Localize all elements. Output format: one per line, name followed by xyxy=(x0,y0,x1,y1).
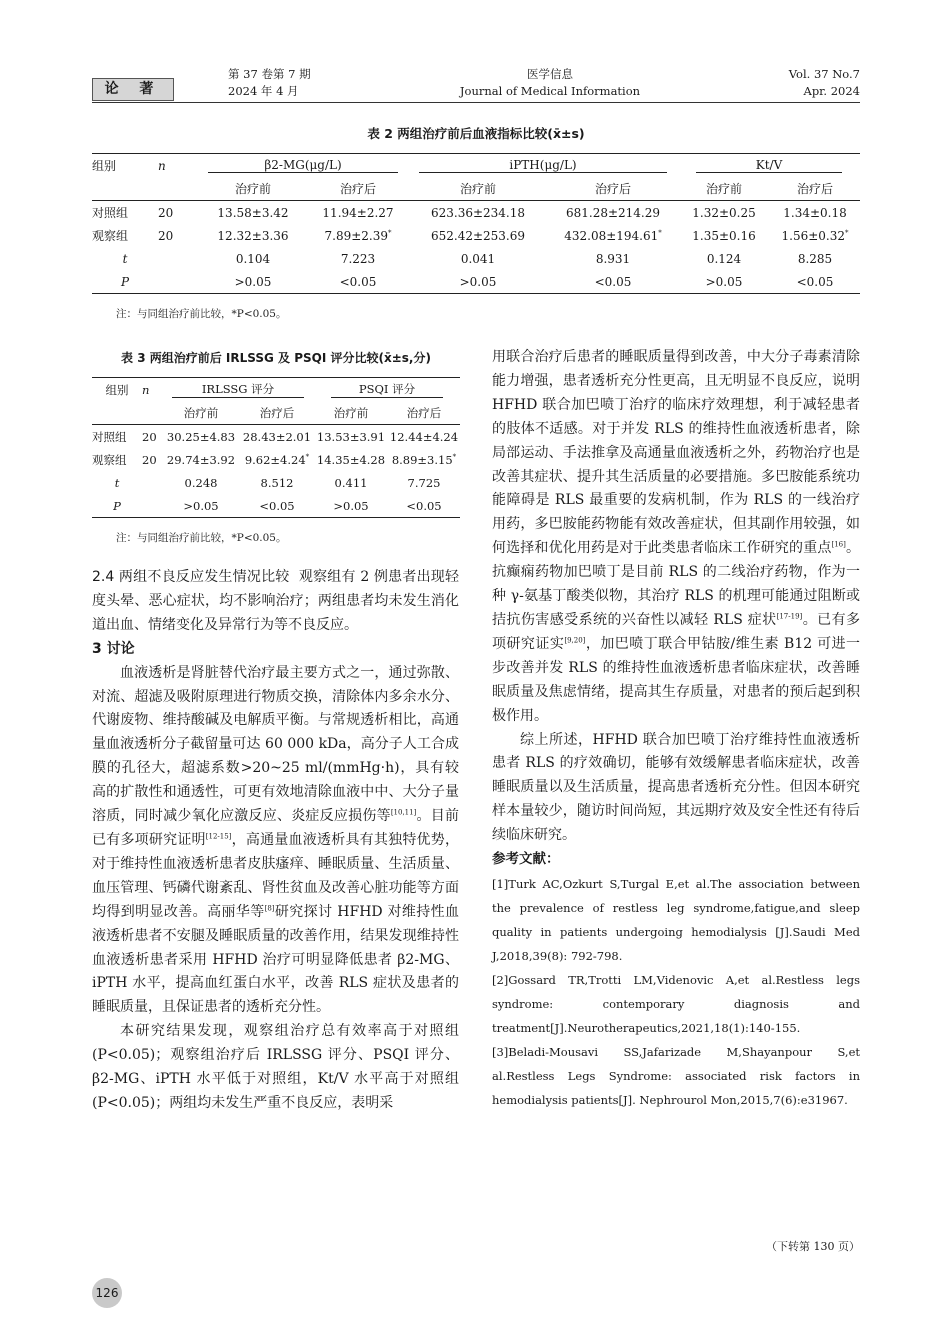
table-cell: P xyxy=(120,274,130,289)
table-cell: 13.53±3.91 xyxy=(316,429,386,444)
table-cell: 12.44±4.24 xyxy=(389,429,459,444)
paragraph-text: 。已有多项研究证实 xyxy=(492,611,861,652)
table-cell xyxy=(158,247,198,270)
table-cell xyxy=(548,224,678,247)
table-cell: 7.725 xyxy=(407,475,441,490)
significance-mark: * xyxy=(452,452,457,461)
table-cell: P xyxy=(113,498,121,513)
header-rule xyxy=(92,102,860,103)
table3-group-irlssg: IRLSSG 评分 xyxy=(172,381,304,398)
citation: [17-19] xyxy=(776,612,803,621)
paragraph-text: 。抗癫痫药物加巴喷丁是目前 RLS 的二线治疗药物，作为一种 γ-氨基丁酸类似物，其治疗 RLS 的机理可能通过阻断或拮抗伤害感受系统的兴奋性以减轻 RLS 症状 xyxy=(492,540,861,628)
table-cell: 12.32±3.36 xyxy=(217,228,289,243)
journal-name-cn: 医学信息 xyxy=(527,67,573,81)
table-row xyxy=(92,448,460,471)
table-cell xyxy=(158,270,198,294)
table3-col-n: n xyxy=(142,382,150,397)
table3-group-psqi: PSQI 评分 xyxy=(331,381,443,398)
paragraph-text: 。目前已有多项研究证明 xyxy=(92,808,460,848)
cell-value: 432.08±194.61 xyxy=(564,228,659,243)
table-cell: <0.05 xyxy=(594,274,632,289)
table2-sub: 治疗后 xyxy=(594,182,631,196)
references-heading: 参考文献： xyxy=(492,851,560,868)
table-cell: 0.248 xyxy=(184,475,218,490)
date-en: Apr. 2024 xyxy=(803,84,860,98)
table-cell: 13.58±3.42 xyxy=(217,205,289,220)
table2-sub: 治疗前 xyxy=(234,182,271,196)
section-badge: 论 著 xyxy=(92,78,174,101)
table-cell: 11.94±2.27 xyxy=(322,205,394,220)
section-2-4 xyxy=(92,566,459,638)
paragraph-text: 血液透析是肾脏替代治疗最主要方式之一，通过弥散、对流、超滤及吸附原理进行物质交换，清除体内多余水分、代谢废物、维持酸碱及电解质平衡。与常规透析相比，高通量血液透析分子截留量可达 60 000 kDa，高分子人工合成膜的孔径大，超滤系数>20~25 ml/(mmHg·h)，具有较高的扩散性和通透性，可更有效地清除血液中中、大分子量溶质，同时减少氧化应激反应、炎症反应损伤等 xyxy=(92,664,459,825)
table-row xyxy=(92,201,860,225)
table-cell: >0.05 xyxy=(234,274,272,289)
table-cell: <0.05 xyxy=(259,498,295,513)
table-cell: 30.25±4.83 xyxy=(166,429,236,444)
table-row xyxy=(92,425,460,449)
table-cell xyxy=(240,448,314,471)
volume-cn: 第 37 卷第 7 期 xyxy=(228,67,311,81)
table2-sub: 治疗后 xyxy=(339,182,376,196)
table2-sub: 治疗后 xyxy=(796,182,833,196)
reference-item: [2]Gossard TR,Trotti LM,Videnovic A,et al.Restless legs syndrome: contemporary diagnosis and treatment[J].Neurotherapeutics,2021,18(1):140-155. xyxy=(492,972,860,1035)
paragraph: 综上所述，HFHD 联合加巴喷丁治疗维持性血液透析患者 RLS 的疗效确切，能够有效缓解患者临床症状，改善睡眠质量以及生活质量，提高患者透析充分性。但因本研究样本量较少，随访时间尚短，其远期疗效及安全性还有待后续临床研究。 xyxy=(492,731,860,844)
table-cell: 8.285 xyxy=(797,251,833,266)
table3-note: 注：与同组治疗前比较，*P<0.05。 xyxy=(116,532,287,544)
table-cell: 623.36±234.18 xyxy=(430,205,526,220)
continued-note: （下转第 130 页） xyxy=(766,1240,860,1253)
table-row xyxy=(92,247,860,270)
table-cell: 7.223 xyxy=(340,251,376,266)
table-cell: 20 xyxy=(158,228,174,243)
table-cell: 观察组 xyxy=(92,452,127,467)
header-center xyxy=(420,66,680,100)
table-cell: 1.34±0.18 xyxy=(783,205,847,220)
citation: [12-15] xyxy=(205,832,232,841)
table2-sub: 治疗前 xyxy=(459,182,496,196)
table2-title: 表 2 两组治疗前后血液指标比较(x̄±s) xyxy=(367,126,585,141)
page-number: 126 xyxy=(92,1278,122,1308)
table-cell: <0.05 xyxy=(339,274,377,289)
date-cn: 2024 年 4 月 xyxy=(228,84,299,98)
table3-title: 表 3 两组治疗前后 IRLSSG 及 PSQI 评分比较(x̄±s,分) xyxy=(121,351,431,365)
table2-sub: 治疗前 xyxy=(705,182,742,196)
citation: [8] xyxy=(264,904,275,913)
table-cell: t xyxy=(122,251,128,266)
citation: [16] xyxy=(831,540,846,549)
significance-mark: * xyxy=(845,228,849,237)
table-cell: 8.512 xyxy=(260,475,294,490)
paragraph-text: 观察组有 2 例患者出现轻度头晕、恶心症状，均不影响治疗；两组患者均未发生消化道出血、情绪变化及异常行为等不良反应。 xyxy=(92,569,460,633)
table3-sub: 治疗前 xyxy=(333,405,369,420)
table2-note: 注：与同组治疗前比较，*P<0.05。 xyxy=(116,308,287,320)
table3-header-row xyxy=(92,378,460,402)
table-cell: t xyxy=(114,475,120,490)
table-cell: <0.05 xyxy=(796,274,834,289)
journal-name-en: Journal of Medical Information xyxy=(459,84,641,98)
significance-mark: * xyxy=(388,228,392,237)
table3-sub: 治疗后 xyxy=(406,405,442,420)
table-cell: 0.104 xyxy=(235,251,271,266)
table-row xyxy=(92,224,860,247)
table-cell: >0.05 xyxy=(183,498,219,513)
table2-group-ipth: iPTH(μg/L) xyxy=(419,158,666,173)
table-cell: >0.05 xyxy=(333,498,369,513)
table-cell: 对照组 xyxy=(92,206,129,220)
table-cell: >0.05 xyxy=(459,274,497,289)
table-cell: 0.124 xyxy=(706,251,742,266)
table-cell xyxy=(388,448,460,471)
paragraph-text: 研究探讨 HFHD 对维持性血液透析患者不安腿及睡眠质量的改善作用，结果发现维持性血液透析患者采用 HFHD 治疗可明显降低患者 β2-MG、iPTH 水平，提高血红蛋白水平，改善 RLS 症状及患者的睡眠质量，且保证患者的透析充分性。 xyxy=(92,903,460,1016)
table-cell xyxy=(308,224,408,247)
paragraph: 本研究结果发现，观察组治疗总有效率高于对照组(P<0.05)；观察组治疗后 IRLSSG 评分、PSQI 评分、β2-MG、iPTH 水平低于对照组，Kt/V 水平高于对照组(P<0.05)；两组均未发生严重不良反应，表明采 xyxy=(92,1023,459,1111)
cell-value: 9.62±4.24 xyxy=(244,452,306,467)
citation: [10,11] xyxy=(390,808,417,817)
table-cell: <0.05 xyxy=(406,498,442,513)
left-column xyxy=(92,566,459,1116)
table-cell: 29.74±3.92 xyxy=(166,452,236,467)
significance-mark: * xyxy=(658,228,662,237)
reference-item: [3]Beladi-Mousavi SS,Jafarizade M,Shayanpour S,et al.Restless Legs Syndrome: associated risk factors in hemodialysis patients[J]. Nephrourol Mon,2015,7(6):e31967. xyxy=(492,1044,860,1107)
table2-group-ktv: Kt/V xyxy=(696,158,843,173)
table3-col-group: 组别 xyxy=(105,382,129,397)
table-row xyxy=(92,270,860,294)
table-cell: 1.35±0.16 xyxy=(692,228,756,243)
table-cell: 8.931 xyxy=(595,251,631,266)
header-left xyxy=(228,66,311,100)
volume-en: Vol. 37 No.7 xyxy=(788,67,860,81)
cell-value: 8.89±3.15 xyxy=(391,452,453,467)
table2-group-b2mg: β2-MG(μg/L) xyxy=(208,158,397,173)
table-cell: 0.041 xyxy=(460,251,496,266)
cell-value: 1.56±0.32 xyxy=(781,228,845,243)
table-cell xyxy=(770,224,860,247)
table3-sub: 治疗前 xyxy=(183,405,219,420)
table-cell: 0.411 xyxy=(334,475,368,490)
table-cell: 20 xyxy=(158,205,174,220)
table2-col-group: 组别 xyxy=(92,159,117,173)
table-cell: 20 xyxy=(142,452,157,467)
table-cell xyxy=(142,494,162,518)
table-cell: 20 xyxy=(142,429,157,444)
section-heading: 3 讨论 xyxy=(92,640,135,657)
section-heading: 2.4 两组不良反应发生情况比较 xyxy=(92,569,290,585)
table-cell: >0.05 xyxy=(705,274,743,289)
significance-mark: * xyxy=(305,452,310,461)
reference-item: [1]Turk AC,Ozkurt S,Turgal E,et al.The association between the prevalence of restless leg syndrome,fatigue,and sleep quality in patients undergoing hemodialysis [J].Saudi Med J,2018,39(8): 792-798. xyxy=(492,876,860,963)
table-cell: 652.42±253.69 xyxy=(430,228,526,243)
paragraph-text: ，高通量血液透析具有其独特优势，对于维持性血液透析患者皮肤瘙痒、睡眠质量、生活质量、血压管理、钙磷代谢紊乱、肾性贫血及改善心脏功能等方面均得到明显改善。高丽华等 xyxy=(92,831,459,920)
table3 xyxy=(92,377,460,518)
table-cell: 对照组 xyxy=(92,429,127,444)
paragraph-text: ，加巴喷丁联合甲钴胺/维生素 B12 可进一步改善并发 RLS 的维持性血液透析患者临床症状，改善睡眠质量及焦虑情绪，提高其生存质量，对患者的预后起到积极作用。 xyxy=(492,635,861,724)
table-cell: 681.28±214.29 xyxy=(565,205,661,220)
table-row xyxy=(92,494,460,518)
cell-value: 7.89±2.39 xyxy=(324,228,388,243)
table2-subheader-row xyxy=(92,177,860,201)
paragraph xyxy=(492,346,860,729)
paragraph xyxy=(92,662,459,1021)
table-cell: 14.35±4.28 xyxy=(316,452,386,467)
table-cell xyxy=(142,471,162,494)
table3-subheader-row xyxy=(92,401,460,425)
table2-col-n: n xyxy=(158,158,166,173)
right-column xyxy=(492,346,860,1112)
paragraph-text: 用联合治疗后患者的睡眠质量得到改善，中大分子毒素清除能力增强，患者透析充分性更高，且无明显不良反应，说明 HFHD 联合加巴喷丁治疗的临床疗效理想，利于减轻患者的肢体不适感。对于并发 RLS 的维持性血液透析患者，除局部运动、手法推拿及高通量血液透析之外，药物治疗也是改善其症状、提升其生活质量的必要措施。多巴胺能系统功能障碍是 RLS 最重要的发病机制，作为 RLS 的一线治疗用药，多巴胺能药物能有效改善症状，但其副作用较强，如何选择和优化用药是对于此类患者临床工作研究的重点 xyxy=(492,349,860,557)
table-row xyxy=(92,471,460,494)
table2-header-row xyxy=(92,154,860,178)
table3-sub: 治疗后 xyxy=(259,405,295,420)
table-cell: 28.43±2.01 xyxy=(242,429,312,444)
header-right xyxy=(789,66,860,100)
table-cell: 观察组 xyxy=(92,229,129,243)
table2 xyxy=(92,153,860,294)
table-cell: 1.32±0.25 xyxy=(692,205,756,220)
citation: [9,20] xyxy=(564,636,586,645)
